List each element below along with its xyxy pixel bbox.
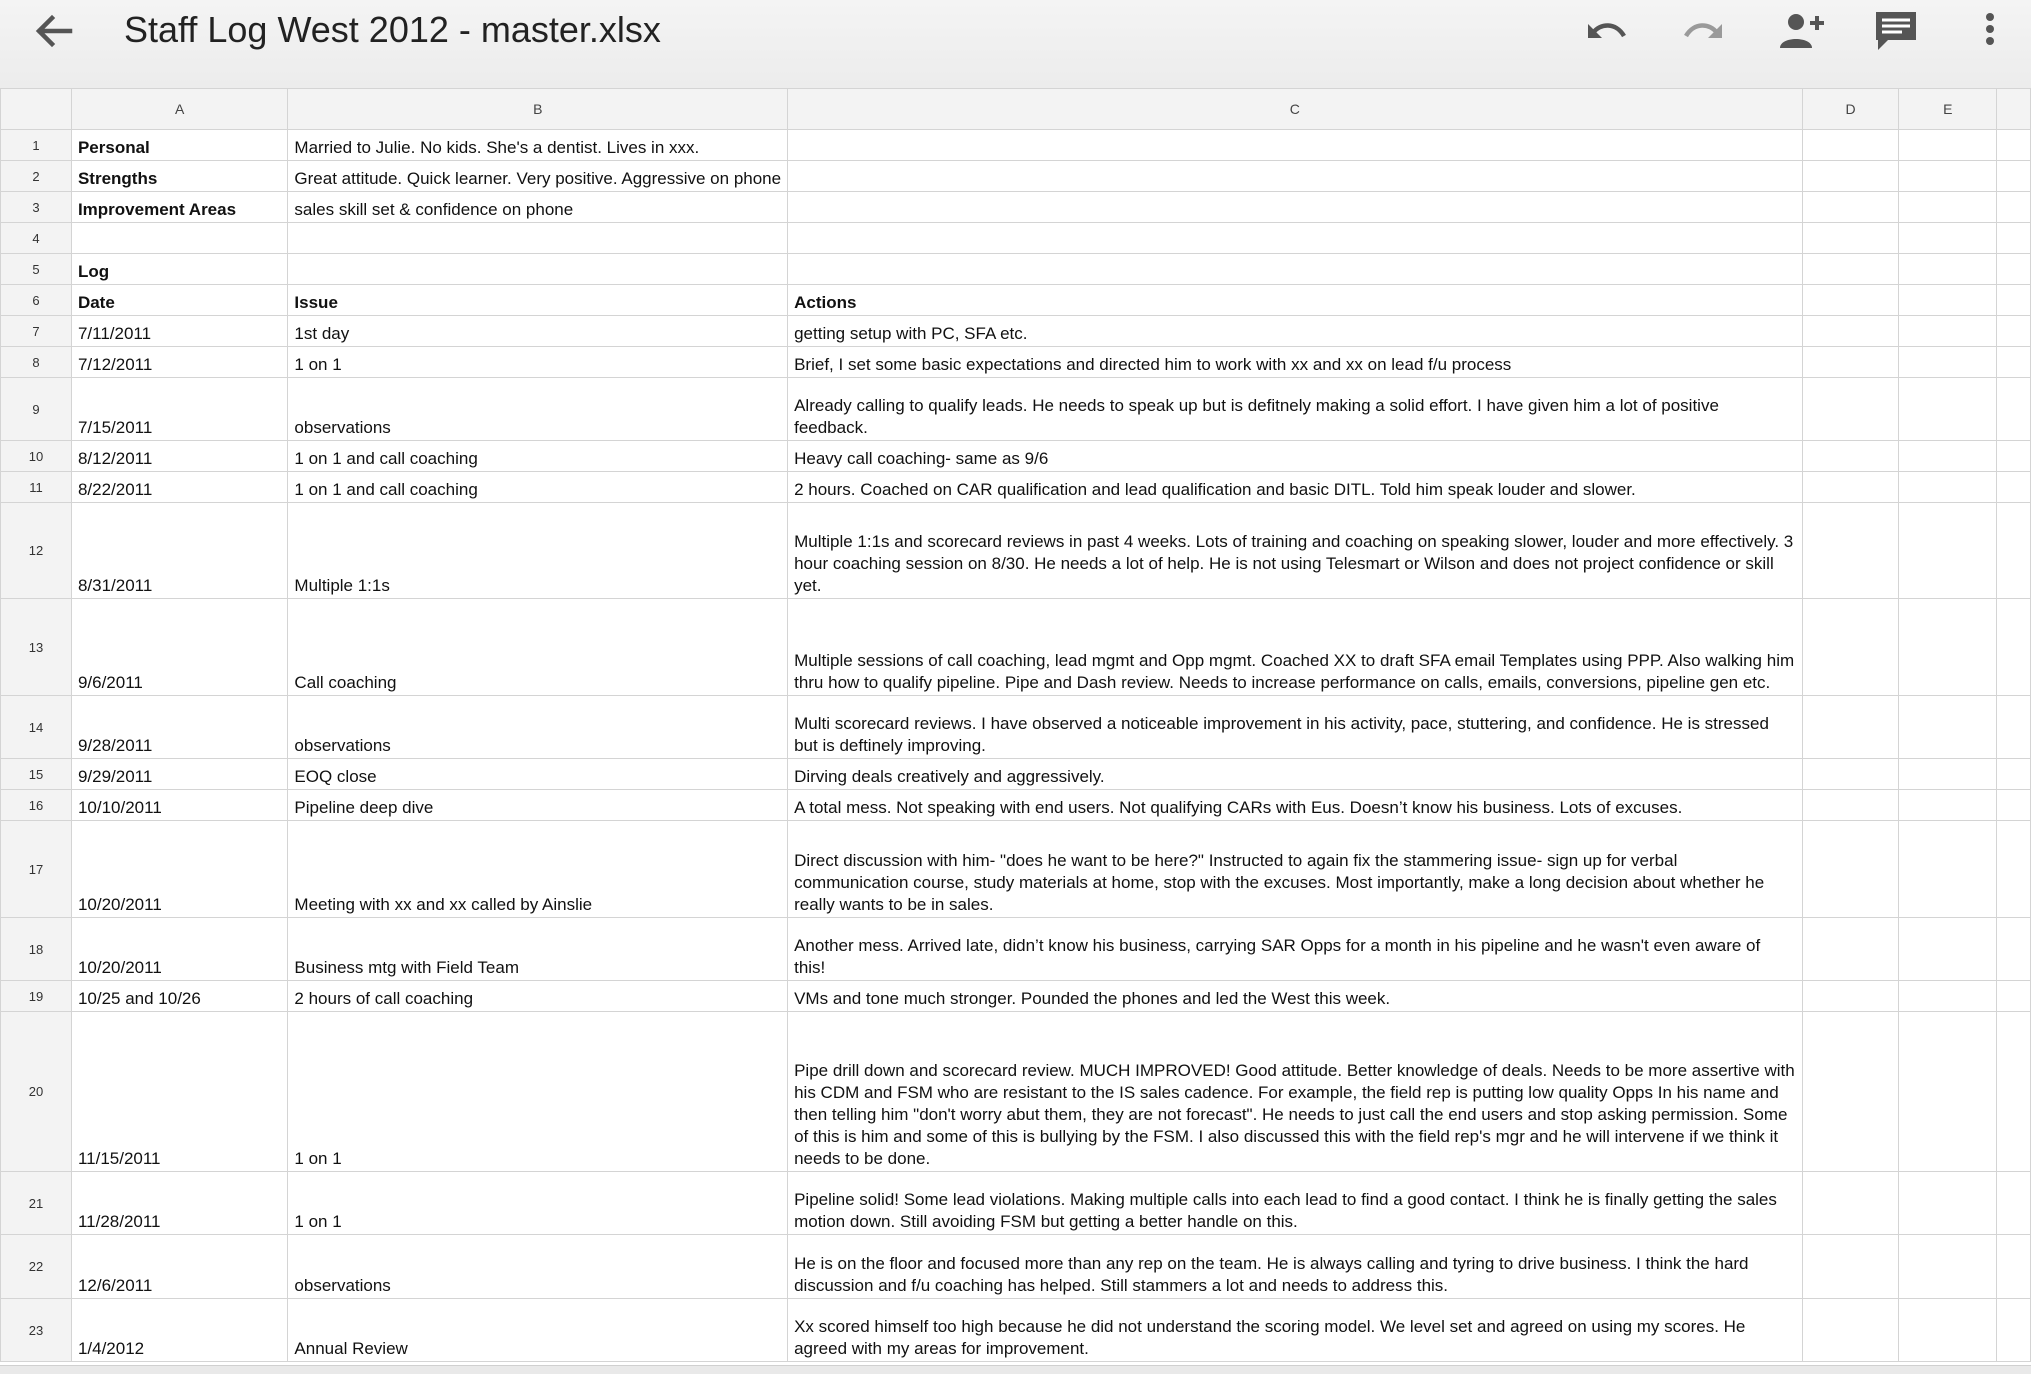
- cell-d[interactable]: [1802, 918, 1899, 981]
- arrow-back-icon[interactable]: [30, 8, 76, 54]
- cell-b[interactable]: 1 on 1 and call coaching: [288, 441, 788, 472]
- cell-e[interactable]: [1899, 599, 1997, 696]
- cell-e[interactable]: [1899, 285, 1997, 316]
- column-header-e[interactable]: E: [1899, 89, 1997, 130]
- cell-c[interactable]: Another mess. Arrived late, didn’t know his business, carrying SAR Opps for a month in his pipeline and he wasn't even aware of this!: [788, 918, 1802, 981]
- column-header-f[interactable]: [1997, 89, 2031, 130]
- undo-icon[interactable]: [1580, 8, 1632, 54]
- cell-b[interactable]: [288, 161, 788, 192]
- cell-d[interactable]: [1802, 696, 1899, 759]
- table-row: [1, 254, 2031, 285]
- row-header[interactable]: 7: [1, 316, 72, 347]
- table-row: [1, 285, 2031, 316]
- cell-f[interactable]: [1997, 347, 2031, 378]
- cell-e[interactable]: [1899, 223, 1997, 254]
- cell-c[interactable]: Multiple sessions of call coaching, lead mgmt and Opp mgmt. Coached XX to draft SFA email Templates using PPP. Also walking him thru how to qualify pipeline. Pipe and Dash review. Needs to increase performance on calls, emails, conversions, pipeline gen etc.: [788, 599, 1802, 696]
- cell-b-text: Great attitude. Quick learner. Very positive. Aggressive on phone: [294, 169, 782, 188]
- cell-e[interactable]: [1899, 918, 1997, 981]
- cell-d[interactable]: [1802, 1235, 1899, 1299]
- cell-e[interactable]: [1899, 696, 1997, 759]
- cell-d[interactable]: [1802, 821, 1899, 918]
- cell-f[interactable]: [1997, 503, 2031, 599]
- row-header[interactable]: 11: [1, 472, 72, 503]
- table-row: [1, 316, 2031, 347]
- cell-a[interactable]: Improvement Areas: [71, 192, 287, 223]
- table-row: [1, 1012, 2031, 1172]
- cell-f[interactable]: [1997, 1235, 2031, 1299]
- cell-a[interactable]: 7/12/2011: [71, 347, 287, 378]
- cell-d[interactable]: [1802, 161, 1899, 192]
- row-header[interactable]: 2: [1, 161, 72, 192]
- cell-c[interactable]: Xx scored himself too high because he did not understand the scoring model. We level set and agreed on using my scores. He agreed with my areas for improvement.: [788, 1299, 1802, 1362]
- cell-b[interactable]: Pipeline deep dive: [288, 790, 788, 821]
- column-header-b[interactable]: B: [288, 89, 788, 130]
- cell-a[interactable]: 11/28/2011: [71, 1172, 287, 1235]
- cell-e[interactable]: [1899, 130, 1997, 161]
- row-header[interactable]: 4: [1, 223, 72, 254]
- table-row: [1, 223, 2031, 254]
- cell-f[interactable]: [1997, 599, 2031, 696]
- spreadsheet-grid: [0, 88, 2031, 1362]
- cell-d[interactable]: [1802, 130, 1899, 161]
- cell-a[interactable]: 9/6/2011: [71, 599, 287, 696]
- cell-a[interactable]: [71, 223, 287, 254]
- add-person-icon[interactable]: [1775, 8, 1827, 54]
- row-header[interactable]: 5: [1, 254, 72, 285]
- cell-a[interactable]: 7/11/2011: [71, 316, 287, 347]
- cell-f[interactable]: [1997, 161, 2031, 192]
- row-header[interactable]: 17: [1, 821, 72, 918]
- table-row: [1, 599, 2031, 696]
- row-header[interactable]: 22: [1, 1235, 72, 1299]
- cell-c[interactable]: Dirving deals creatively and aggressively.: [788, 759, 1802, 790]
- row-header[interactable]: 10: [1, 441, 72, 472]
- more-vert-icon[interactable]: [1970, 8, 2010, 54]
- cell-b[interactable]: Meeting with xx and xx called by Ainslie: [288, 821, 788, 918]
- cell-b[interactable]: observations: [288, 1235, 788, 1299]
- cell-a[interactable]: 8/22/2011: [71, 472, 287, 503]
- row-header[interactable]: 16: [1, 790, 72, 821]
- table-row: [1, 441, 2031, 472]
- cell-e[interactable]: [1899, 192, 1997, 223]
- document-title: Staff Log West 2012 - master.xlsx: [124, 9, 661, 50]
- cell-e[interactable]: [1899, 1299, 1997, 1362]
- cell-c[interactable]: Already calling to qualify leads. He needs to speak up but is defitnely making a solid effort. I have given him a lot of positive feedback.: [788, 378, 1802, 441]
- cell-d[interactable]: [1802, 599, 1899, 696]
- cell-b[interactable]: observations: [288, 378, 788, 441]
- cell-f[interactable]: [1997, 316, 2031, 347]
- cell-c[interactable]: Direct discussion with him- "does he want to be here?" Instructed to again fix the stammering issue- sign up for verbal communication course, study materials at home, stop with the excuses. Most importantly, make a long decision about whether he really wants to be in sales.: [788, 821, 1802, 918]
- cell-f[interactable]: [1997, 790, 2031, 821]
- table-row: [1, 472, 2031, 503]
- cell-e[interactable]: [1899, 503, 1997, 599]
- cell-c[interactable]: Multiple 1:1s and scorecard reviews in past 4 weeks. Lots of training and coaching on speaking slower, louder and more effectively. 3 hour coaching session on 8/30. He needs a lot of help. He is not using Telesmart or Wilson and does not project confidence or skill yet.: [788, 503, 1802, 599]
- cell-d[interactable]: [1802, 981, 1899, 1012]
- table-row: [1, 1299, 2031, 1362]
- cell-f[interactable]: [1997, 223, 2031, 254]
- table-row: [1, 1235, 2031, 1299]
- row-header[interactable]: 14: [1, 696, 72, 759]
- column-header-row: [1, 89, 2031, 130]
- cell-d[interactable]: [1802, 1012, 1899, 1172]
- cell-c[interactable]: [788, 130, 1802, 161]
- cell-f[interactable]: [1997, 759, 2031, 790]
- cell-b[interactable]: EOQ close: [288, 759, 788, 790]
- cell-f[interactable]: [1997, 378, 2031, 441]
- row-header[interactable]: 8: [1, 347, 72, 378]
- row-header[interactable]: 18: [1, 918, 72, 981]
- cell-c[interactable]: Pipe drill down and scorecard review. MUCH IMPROVED! Good attitude. Better knowledge of deals. Needs to be more assertive with his CDM and FSM who are resistant to the IS sales cadence. For example, the field rep is putting low quality Opps In his name and then telling him "don't worry abut them, they are not forecast". He needs to just call the end users and stop asking permission. Some of this is him and some of this is bullying by the FSM. I also discussed this with the field rep's mgr and he will intervene if we think it needs to be done.: [788, 1012, 1802, 1172]
- cell-b-text: Married to Julie. No kids. She's a dentist. Lives in xxx.: [294, 138, 700, 157]
- cell-e[interactable]: [1899, 472, 1997, 503]
- cell-e[interactable]: [1899, 254, 1997, 285]
- cell-a[interactable]: 12/6/2011: [71, 1235, 287, 1299]
- row-header[interactable]: 23: [1, 1299, 72, 1362]
- column-header-a[interactable]: A: [71, 89, 287, 130]
- cell-d[interactable]: [1802, 378, 1899, 441]
- cell-e[interactable]: [1899, 821, 1997, 918]
- cell-f[interactable]: [1997, 1299, 2031, 1362]
- cell-b[interactable]: sales skill set & confidence on phone: [288, 192, 788, 223]
- row-header[interactable]: 1: [1, 130, 72, 161]
- cell-b[interactable]: 2 hours of call coaching: [288, 981, 788, 1012]
- table-row: [1, 1172, 2031, 1235]
- cell-d[interactable]: [1802, 192, 1899, 223]
- table-row: [1, 192, 2031, 223]
- cell-c[interactable]: getting setup with PC, SFA etc.: [788, 316, 1802, 347]
- cell-d[interactable]: [1802, 1299, 1899, 1362]
- cell-c[interactable]: [788, 254, 1802, 285]
- column-header-c[interactable]: C: [788, 89, 1802, 130]
- cell-a[interactable]: 10/25 and 10/26: [71, 981, 287, 1012]
- cell-c[interactable]: [788, 192, 1802, 223]
- cell-f[interactable]: [1997, 821, 2031, 918]
- cell-b[interactable]: observations: [288, 696, 788, 759]
- cell-a[interactable]: 9/28/2011: [71, 696, 287, 759]
- cell-d[interactable]: [1802, 1172, 1899, 1235]
- cell-e[interactable]: [1899, 316, 1997, 347]
- cell-a[interactable]: 1/4/2012: [71, 1299, 287, 1362]
- cell-f[interactable]: [1997, 981, 2031, 1012]
- table-row: [1, 378, 2031, 441]
- table-row: [1, 981, 2031, 1012]
- cell-e[interactable]: [1899, 378, 1997, 441]
- cell-a[interactable]: 11/15/2011: [71, 1012, 287, 1172]
- table-row: [1, 130, 2031, 161]
- cell-c[interactable]: He is on the floor and focused more than any rep on the team. He is always calling and tyring to drive business. I think the hard discussion and f/u coaching has helped. Still stammers a lot and needs to address this.: [788, 1235, 1802, 1299]
- cell-e[interactable]: [1899, 347, 1997, 378]
- cell-f[interactable]: [1997, 1172, 2031, 1235]
- cell-b[interactable]: Issue: [288, 285, 788, 316]
- cell-c[interactable]: [788, 223, 1802, 254]
- cell-f[interactable]: [1997, 130, 2031, 161]
- row-header[interactable]: 13: [1, 599, 72, 696]
- cell-b[interactable]: Business mtg with Field Team: [288, 918, 788, 981]
- cell-b[interactable]: [288, 223, 788, 254]
- cell-c[interactable]: A total mess. Not speaking with end users. Not qualifying CARs with Eus. Doesn’t know his business. Lots of excuses.: [788, 790, 1802, 821]
- cell-f[interactable]: [1997, 696, 2031, 759]
- cell-e[interactable]: [1899, 1235, 1997, 1299]
- cell-c[interactable]: Pipeline solid! Some lead violations. Making multiple calls into each lead to find a good contact. I think he is finally getting the sales motion down. Still avoiding FSM but getting a better handle on this.: [788, 1172, 1802, 1235]
- table-row: [1, 759, 2031, 790]
- cell-d[interactable]: [1802, 254, 1899, 285]
- row-header[interactable]: 15: [1, 759, 72, 790]
- cell-b[interactable]: [288, 254, 788, 285]
- cell-f[interactable]: [1997, 1012, 2031, 1172]
- cell-a[interactable]: 10/10/2011: [71, 790, 287, 821]
- cell-b[interactable]: 1st day: [288, 316, 788, 347]
- cell-e[interactable]: [1899, 441, 1997, 472]
- cell-b[interactable]: 1 on 1: [288, 347, 788, 378]
- cell-a[interactable]: 10/20/2011: [71, 821, 287, 918]
- row-header[interactable]: 3: [1, 192, 72, 223]
- select-all-corner[interactable]: [1, 89, 72, 130]
- table-row: [1, 347, 2031, 378]
- cell-f[interactable]: [1997, 192, 2031, 223]
- cell-a[interactable]: Date: [71, 285, 287, 316]
- cell-c[interactable]: Brief, I set some basic expectations and directed him to work with xx and xx on lead f/u process: [788, 347, 1802, 378]
- cell-f[interactable]: [1997, 254, 2031, 285]
- row-header[interactable]: 20: [1, 1012, 72, 1172]
- cell-b[interactable]: Multiple 1:1s: [288, 503, 788, 599]
- cell-b[interactable]: Call coaching: [288, 599, 788, 696]
- cell-d[interactable]: [1802, 347, 1899, 378]
- cell-a[interactable]: Personal: [71, 130, 287, 161]
- cell-c[interactable]: Actions: [788, 285, 1802, 316]
- row-header[interactable]: 21: [1, 1172, 72, 1235]
- cell-a[interactable]: Strengths: [71, 161, 287, 192]
- cell-a[interactable]: Log: [71, 254, 287, 285]
- cell-b[interactable]: [288, 130, 788, 161]
- cell-c[interactable]: [788, 161, 1802, 192]
- cell-e[interactable]: [1899, 161, 1997, 192]
- cell-a[interactable]: 8/31/2011: [71, 503, 287, 599]
- cell-d[interactable]: [1802, 316, 1899, 347]
- table-row: [1, 821, 2031, 918]
- cell-f[interactable]: [1997, 285, 2031, 316]
- cell-e[interactable]: [1899, 790, 1997, 821]
- cell-e[interactable]: [1899, 981, 1997, 1012]
- table-row: [1, 161, 2031, 192]
- cell-b[interactable]: Annual Review: [288, 1299, 788, 1362]
- cell-d[interactable]: [1802, 223, 1899, 254]
- cell-f[interactable]: [1997, 918, 2031, 981]
- row-header[interactable]: 6: [1, 285, 72, 316]
- cell-d[interactable]: [1802, 759, 1899, 790]
- cell-a[interactable]: 9/29/2011: [71, 759, 287, 790]
- cell-a[interactable]: 10/20/2011: [71, 918, 287, 981]
- table-row: [1, 503, 2031, 599]
- cell-b[interactable]: 1 on 1 and call coaching: [288, 472, 788, 503]
- table-row: [1, 918, 2031, 981]
- cell-a[interactable]: 8/12/2011: [71, 441, 287, 472]
- cell-a[interactable]: 7/15/2011: [71, 378, 287, 441]
- cell-e[interactable]: [1899, 759, 1997, 790]
- table-row: [1, 790, 2031, 821]
- row-header[interactable]: 9: [1, 378, 72, 441]
- cell-c[interactable]: Multi scorecard reviews. I have observed a noticeable improvement in his activity, pace, stuttering, and confidence. He is stressed but is deftinely improving.: [788, 696, 1802, 759]
- cell-d[interactable]: [1802, 472, 1899, 503]
- cell-d[interactable]: [1802, 503, 1899, 599]
- app-bar: [0, 0, 2031, 89]
- cell-c[interactable]: VMs and tone much stronger. Pounded the phones and led the West this week.: [788, 981, 1802, 1012]
- row-header[interactable]: 12: [1, 503, 72, 599]
- cell-c[interactable]: Heavy call coaching- same as 9/6: [788, 441, 1802, 472]
- comment-icon[interactable]: [1870, 8, 1922, 54]
- row-header[interactable]: 19: [1, 981, 72, 1012]
- cell-d[interactable]: [1802, 441, 1899, 472]
- cell-b[interactable]: 1 on 1: [288, 1172, 788, 1235]
- cell-e[interactable]: [1899, 1012, 1997, 1172]
- column-header-d[interactable]: D: [1802, 89, 1899, 130]
- cell-d[interactable]: [1802, 285, 1899, 316]
- redo-icon[interactable]: [1678, 8, 1730, 54]
- cell-b[interactable]: 1 on 1: [288, 1012, 788, 1172]
- cell-f[interactable]: [1997, 472, 2031, 503]
- cell-f[interactable]: [1997, 441, 2031, 472]
- cell-c[interactable]: 2 hours. Coached on CAR qualification and lead qualification and basic DITL. Told him speak louder and slower.: [788, 472, 1802, 503]
- table-row: [1, 696, 2031, 759]
- cell-d[interactable]: [1802, 790, 1899, 821]
- cell-e[interactable]: [1899, 1172, 1997, 1235]
